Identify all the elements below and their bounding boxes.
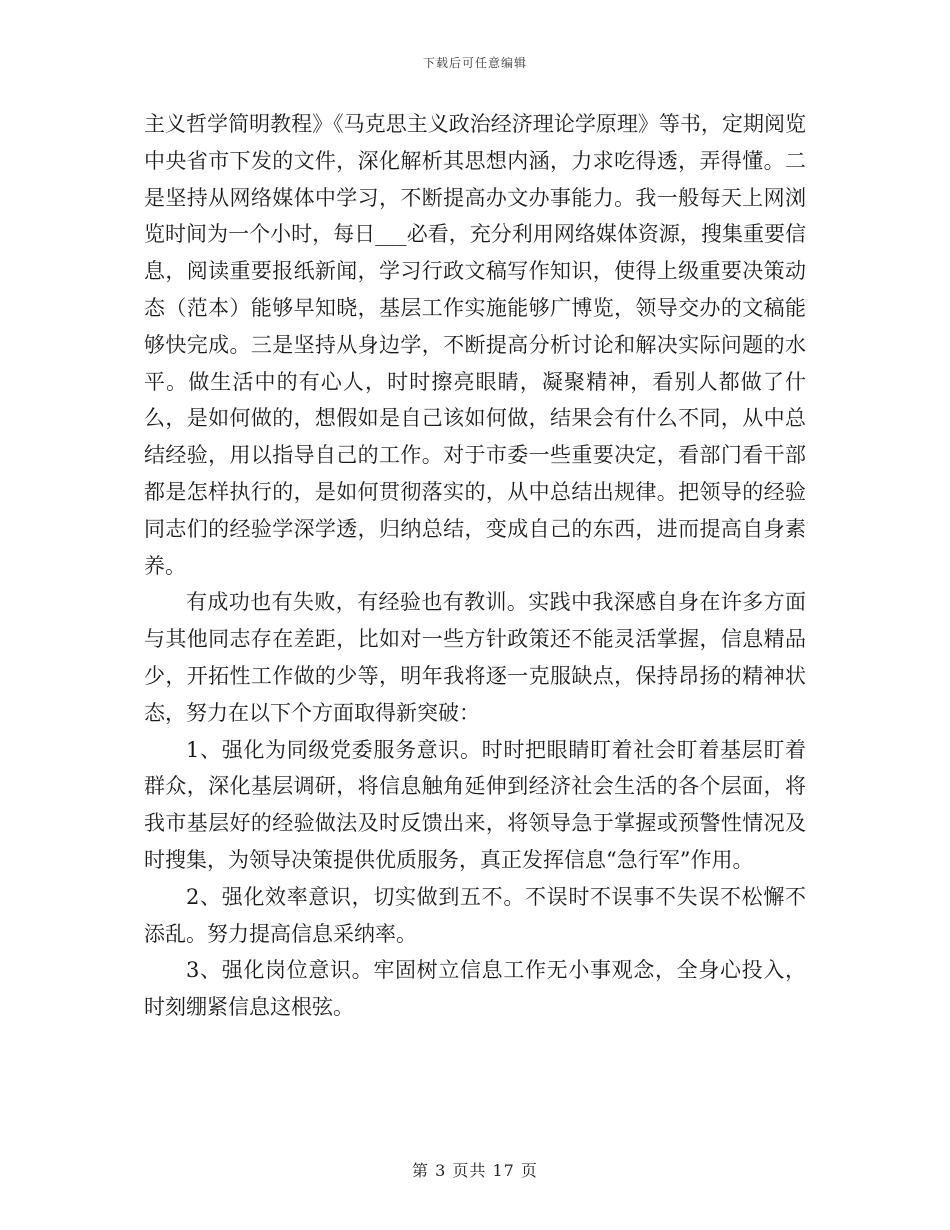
page-header: 下载后可任意编辑 <box>422 56 527 70</box>
document-body <box>144 106 806 1026</box>
paragraph-4: 2、强化效率意识，切实做到五不。不误时不误事不失误不松懈不添乱。努力提高信息采纳率。 <box>144 884 806 946</box>
paragraph-5: 3、强化岗位意识。牢固树立信息工作无小事观念，全身心投入，时刻绷紧信息这根弦。 <box>144 958 806 1020</box>
paragraph-2: 有成功也有失败，有经验也有教训。实践中我深感自身在许多方面与其他同志存在差距，比如对一些方针政策还不能灵活掌握，信息精品少，开拓性工作做的少等，明年我将逐一克服缺点，保持昂扬的精神状态，努力在以下个方面取得新突破： <box>144 590 806 725</box>
page-footer: 第 3 页共 17 页 <box>412 1161 538 1180</box>
paragraph-3: 1、强化为同级党委服务意识。时时把眼睛盯着社会盯着基层盯着群众，深化基层调研，将信息触角延伸到经济社会生活的各个层面，将我市基层好的经验做法及时反馈出来，将领导急于掌握或预警性情况及时搜集，为领导决策提供优质服务，真正发挥信息“急行军”作用。 <box>144 737 806 872</box>
paragraph-1: 主义哲学简明教程》《马克思主义政治经济理论学原理》等书，定期阅览中央省市下发的文件，深化解析其思想内涵，力求吃得透，弄得懂。二是坚持从网络媒体中学习，不断提高办文办事能力。我一般每天上网浏览时间为一个小时，每日___必看，充分利用网络媒体资源，搜集重要信息，阅读重要报纸新闻，学习行政文稿写作知识，使得上级重要决策动态（范本）能够早知晓，基层工作实施能够广博览，领导交办的文稿能够快完成。三是坚持从身边学，不断提高分析讨论和解决实际问题的水平。做生活中的有心人，时时擦亮眼睛，凝聚精神，看别人都做了什么，是如何做的，想假如是自己该如何做，结果会有什么不同，从中总结经验，用以指导自己的工作。对于市委一些重要决定，看部门看干部都是怎样执行的，是如何贯彻落实的，从中总结出规律。把领导的经验同志们的经验学深学透，归纳总结，变成自己的东西，进而提高自身素养。 <box>144 112 806 578</box>
